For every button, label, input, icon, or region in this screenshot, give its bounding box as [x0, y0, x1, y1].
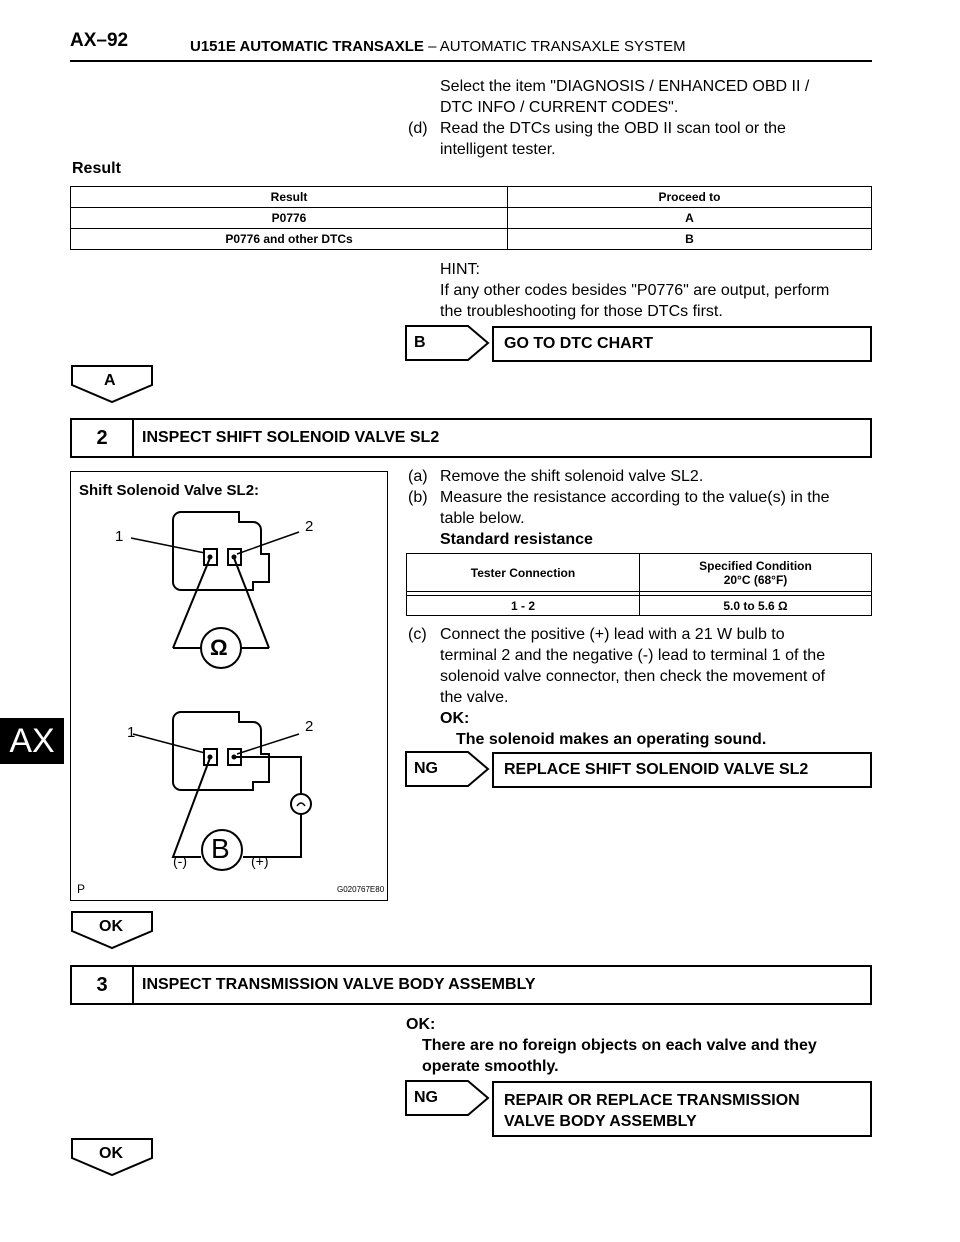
std-resistance-heading: Standard resistance	[440, 531, 593, 548]
step-3-header	[70, 965, 872, 1005]
step-b-line2: table below.	[440, 510, 525, 527]
resistance-table	[406, 553, 872, 616]
step-c-line3: solenoid valve connector, then check the movement of	[440, 668, 826, 685]
resistance-table-header: Tester Connection	[407, 554, 640, 592]
pin2-label: 2	[305, 518, 314, 535]
pin1-label-lower: 1	[127, 724, 136, 741]
connector-lower-shape	[173, 712, 269, 790]
page-number: AX–92	[70, 30, 129, 51]
action-text: REPLACE SHIFT SOLENOID VALVE SL2	[504, 761, 809, 778]
neg-label: (-)	[173, 853, 187, 869]
step-2-header	[70, 418, 872, 458]
action-box-repair-valve-body	[492, 1081, 872, 1137]
ok-label: OK:	[440, 710, 470, 727]
connector-upper-shape	[173, 512, 269, 590]
bulb-circle	[291, 794, 311, 814]
header-title-rest: – AUTOMATIC TRANSAXLE SYSTEM	[428, 38, 686, 55]
branch-label-b: B	[414, 334, 426, 351]
result-table-cell: P0776 and other DTCs	[71, 229, 508, 250]
down-label-a: A	[104, 372, 116, 389]
ok-label: OK:	[406, 1016, 436, 1033]
result-table-cell: B	[508, 229, 872, 250]
step-b-label: (b)	[408, 489, 428, 506]
step-d-label: (d)	[408, 120, 428, 137]
action-line2: VALVE BODY ASSEMBLY	[504, 1113, 697, 1130]
step-a-text: Remove the shift solenoid valve SL2.	[440, 468, 704, 485]
ok-text: The solenoid makes an operating sound.	[456, 731, 767, 748]
resistance-table-cell: 1 - 2	[407, 596, 640, 616]
resistance-table-header-cond	[640, 554, 872, 592]
resistance-table-cell: 5.0 to 5.6 Ω	[640, 596, 872, 616]
ok-line1: There are no foreign objects on each valve and they	[422, 1037, 817, 1054]
action-text: GO TO DTC CHART	[504, 335, 654, 352]
solenoid-figure	[70, 471, 388, 901]
figure-code: G020767E80	[337, 885, 385, 894]
action-box-replace-sl2	[492, 752, 872, 788]
hint-label: HINT:	[440, 261, 480, 278]
hint-line2: the troubleshooting for those DTCs first.	[440, 303, 723, 320]
figure-corner-p: P	[77, 882, 86, 896]
figure-title: Shift Solenoid Valve SL2:	[79, 482, 260, 499]
step-d-line2: intelligent tester.	[440, 141, 556, 158]
result-table-header: Proceed to	[508, 187, 872, 208]
step-c-line4: the valve.	[440, 689, 509, 706]
step-c-label: (c)	[408, 626, 427, 643]
section-tab: AX	[0, 718, 64, 764]
spec-cond-line1: Specified Condition	[699, 558, 812, 573]
step-number: 2	[72, 420, 134, 456]
result-table-header: Result	[71, 187, 508, 208]
down-label-ok: OK	[99, 918, 123, 935]
step-title: INSPECT TRANSMISSION VALVE BODY ASSEMBLY	[142, 976, 536, 993]
spec-cond-line2: 20°C (68°F)	[723, 572, 788, 587]
intro-line2: DTC INFO / CURRENT CODES".	[440, 99, 679, 116]
pos-label: (+)	[251, 853, 269, 869]
result-table-cell: A	[508, 208, 872, 229]
ohm-symbol: Ω	[210, 635, 228, 660]
step-title: INSPECT SHIFT SOLENOID VALVE SL2	[142, 429, 440, 446]
action-box-dtc-chart	[492, 326, 872, 362]
step-number: 3	[72, 967, 134, 1003]
result-heading: Result	[72, 160, 121, 177]
action-line1: REPAIR OR REPLACE TRANSMISSION	[504, 1092, 800, 1109]
step-a-label: (a)	[408, 468, 428, 485]
pin1-label: 1	[115, 528, 124, 545]
hint-line1: If any other codes besides "P0776" are output, perform	[440, 282, 830, 299]
step-d-line1: Read the DTCs using the OBD II scan tool or the	[440, 120, 786, 137]
result-table-cell: P0776	[71, 208, 508, 229]
header-title-bold: U151E AUTOMATIC TRANSAXLE	[190, 38, 424, 55]
step-c-line2: terminal 2 and the negative (-) lead to terminal 1 of the	[440, 647, 826, 664]
intro-line1: Select the item "DIAGNOSIS / ENHANCED OBD II /	[440, 78, 810, 95]
battery-symbol: B	[211, 833, 230, 864]
pin2-label-lower: 2	[305, 718, 314, 735]
down-label-ok: OK	[99, 1145, 123, 1162]
branch-label-ng: NG	[414, 1089, 438, 1106]
ok-line2: operate smoothly.	[422, 1058, 559, 1075]
step-c-line1: Connect the positive (+) lead with a 21 W bulb to	[440, 626, 785, 643]
step-b-line1: Measure the resistance according to the value(s) in the	[440, 489, 830, 506]
branch-label-ng: NG	[414, 760, 438, 777]
bulb-wire-bottom	[243, 814, 301, 857]
